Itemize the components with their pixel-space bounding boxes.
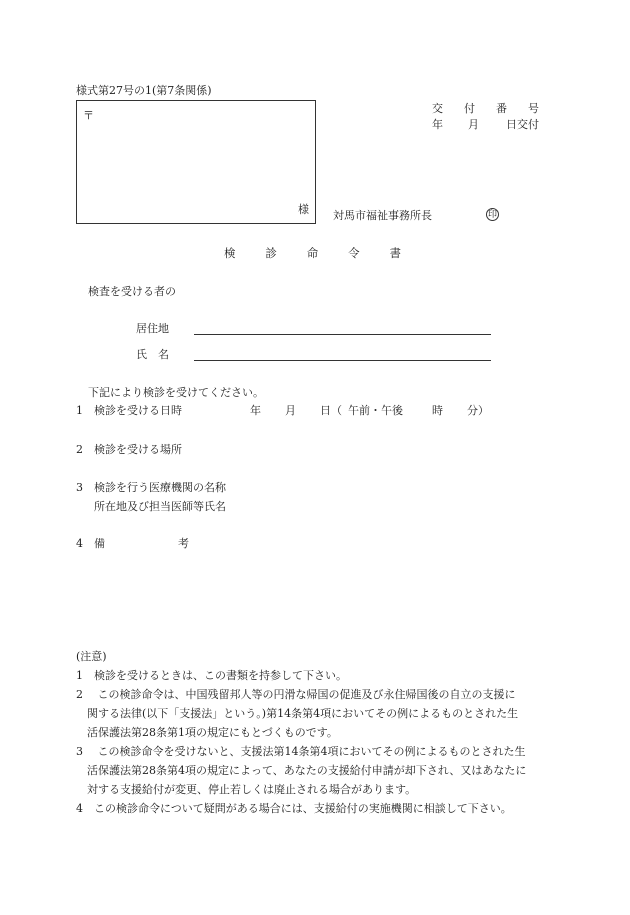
issuer-name: 対馬市福祉事務所長 <box>333 209 432 222</box>
item1-minute: 分） <box>467 404 489 417</box>
item3-label: 検診を行う医療機関の名称 <box>94 481 226 494</box>
instruction-text: 下記により検診を受けてください。 <box>88 386 264 399</box>
note-line: 1 検診を受けるときは、この書類を持参して下さい。 <box>76 669 347 682</box>
note-line: 関する法律(以下「支援法」という。)第14条第4項においてその例によるものとされた生 <box>76 707 519 720</box>
issue-date-month: 月 <box>468 118 479 131</box>
note-line: 活保護法第28条第4項の規定によって、あなたの支援給付申請が却下され、又はあなたに <box>76 764 527 777</box>
honorific-sama: 様 <box>298 203 309 216</box>
item4-label-b: 考 <box>178 537 189 550</box>
note-line: 4 この検診命令について疑問がある場合には、支援給付の実施機関に相談して下さい。 <box>76 802 512 815</box>
item1-label: 検診を受ける日時 <box>94 404 182 417</box>
item4-number: 4 <box>76 537 83 550</box>
title-char: 命 <box>306 246 319 260</box>
issue-date-year: 年 <box>432 118 443 131</box>
title-char: 書 <box>389 246 401 260</box>
issue-number-char: 号 <box>528 102 539 115</box>
subject-intro: 検査を受ける者の <box>88 285 176 298</box>
item1-number: 1 <box>76 404 83 417</box>
item1-month: 月 <box>285 404 296 417</box>
item3-number: 3 <box>76 481 83 494</box>
name-line <box>194 360 491 361</box>
title-char: 検 <box>224 246 236 260</box>
item1-ampm: 午前・午後 <box>348 404 403 417</box>
note-line: 2 この検診命令は、中国残留邦人等の円滑な帰国の促進及び永住帰国後の自立の支援に <box>76 688 516 701</box>
issue-number-row <box>432 102 539 116</box>
item1-day: 日（ <box>320 404 342 417</box>
issue-date-day: 日交付 <box>506 118 539 131</box>
name-label: 氏 名 <box>136 348 169 361</box>
issue-number-char: 交 <box>432 102 443 115</box>
note-line: 活保護法第28条第1項の規定にもとづくものです。 <box>76 726 338 739</box>
note-line: 対する支援給付が変更、停止若しくは廃止される場合があります。 <box>76 783 417 796</box>
item3-label2: 所在地及び担当医師等氏名 <box>94 500 226 513</box>
form-number: 様式第27号の1(第7条関係) <box>76 84 212 97</box>
item4-label-a: 備 <box>94 537 105 550</box>
note-line: 3 この検診命令を受けないと、支援法第14条第4項においてその例によるものとされた生 <box>76 745 526 758</box>
issue-number-char: 付 <box>464 102 475 115</box>
item2-label: 検診を受ける場所 <box>94 443 182 456</box>
residence-label: 居住地 <box>136 322 169 335</box>
seal-mark: 印 <box>487 210 497 220</box>
title-char: 診 <box>265 246 277 260</box>
item1-year: 年 <box>250 404 261 417</box>
address-box <box>76 100 316 224</box>
notes-heading: (注意) <box>76 650 107 663</box>
title-char: 令 <box>348 246 360 260</box>
item2-number: 2 <box>76 443 83 456</box>
postal-mark: 〒 <box>83 109 94 122</box>
issue-number-char: 番 <box>496 102 507 115</box>
document-title <box>224 246 401 260</box>
item1-hour: 時 <box>432 404 443 417</box>
residence-line <box>194 334 491 335</box>
